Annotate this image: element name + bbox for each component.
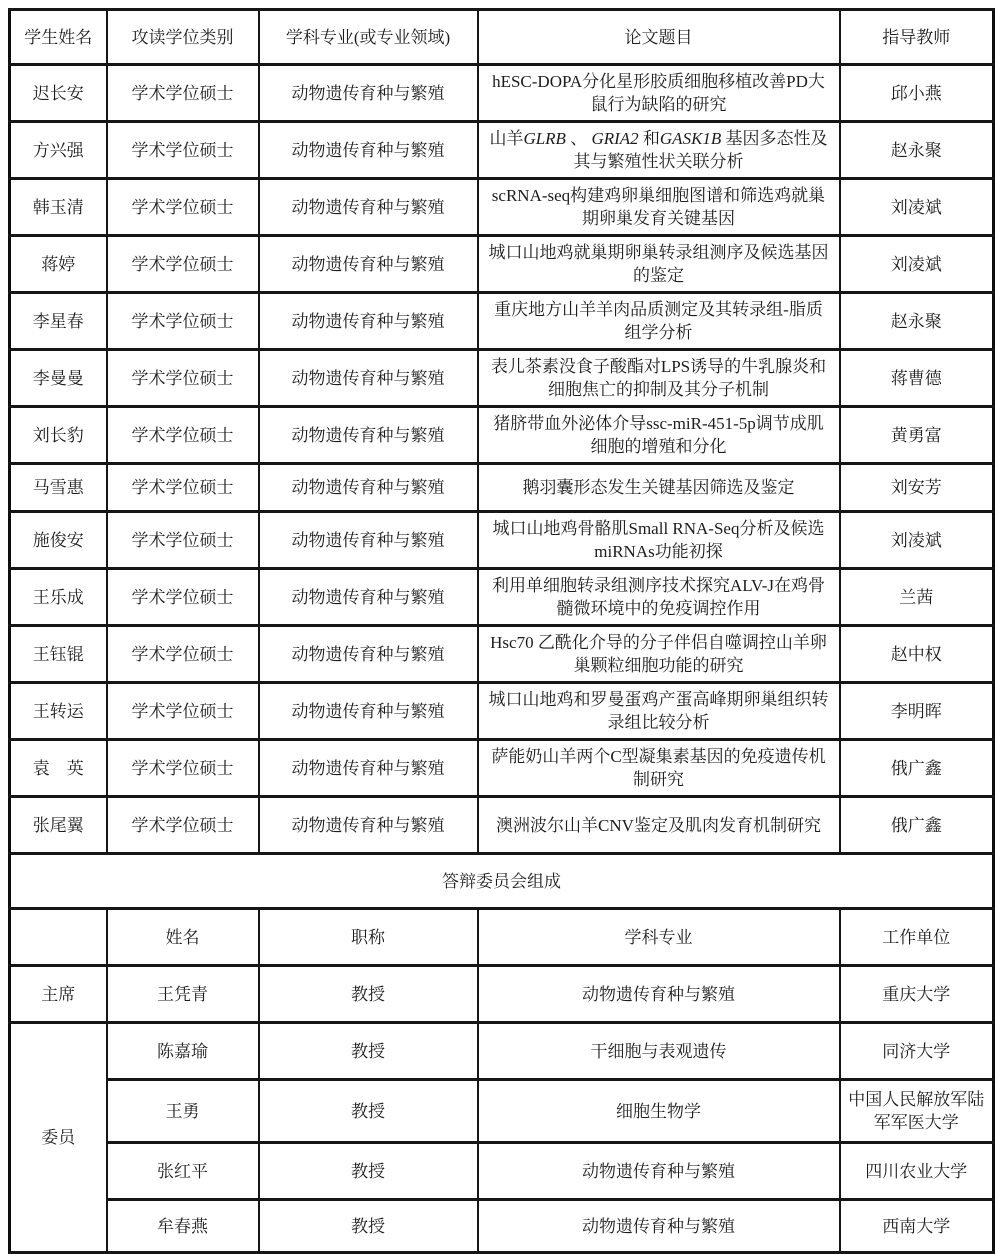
- student-name-cell: 蒋婷: [10, 236, 107, 293]
- major-cell: 动物遗传育种与繁殖: [259, 350, 478, 407]
- advisor-cell: 刘安芳: [840, 464, 994, 512]
- chair-role-cell: 主席: [10, 966, 107, 1023]
- member-org-cell: 同济大学: [840, 1023, 994, 1080]
- degree-cell: 学术学位硕士: [107, 293, 259, 350]
- student-name-cell: 刘长豹: [10, 407, 107, 464]
- member-name-cell: 陈嘉瑜: [107, 1023, 259, 1080]
- advisor-cell: 兰茜: [840, 569, 994, 626]
- major-cell: 动物遗传育种与繁殖: [259, 293, 478, 350]
- advisor-cell: 赵中权: [840, 626, 994, 683]
- col-header-thesis: 论文题目: [478, 10, 840, 65]
- student-name-cell: 李星春: [10, 293, 107, 350]
- degree-cell: 学术学位硕士: [107, 407, 259, 464]
- thesis-title-cell: 澳洲波尔山羊CNV鉴定及肌肉发育机制研究: [478, 797, 840, 854]
- committee-col-header-name: 姓名: [107, 909, 259, 966]
- thesis-title-cell: 利用单细胞转录组测序技术探究ALV-J在鸡骨髓微环境中的免疫调控作用: [478, 569, 840, 626]
- student-name-cell: 王钰锟: [10, 626, 107, 683]
- major-cell: 动物遗传育种与繁殖: [259, 122, 478, 179]
- student-name-cell: 韩玉清: [10, 179, 107, 236]
- committee-member-row: [10, 1200, 994, 1253]
- table-row: [10, 236, 994, 293]
- table-header-row: [10, 10, 994, 65]
- major-cell: 动物遗传育种与繁殖: [259, 797, 478, 854]
- advisor-cell: 黄勇富: [840, 407, 994, 464]
- table-row: [10, 512, 994, 569]
- degree-cell: 学术学位硕士: [107, 236, 259, 293]
- committee-banner-row: [10, 854, 994, 909]
- col-header-student: 学生姓名: [10, 10, 107, 65]
- degree-cell: 学术学位硕士: [107, 569, 259, 626]
- member-name-cell: 牟春燕: [107, 1200, 259, 1253]
- thesis-title-cell: 萨能奶山羊两个C型凝集素基因的免疫遗传机制研究: [478, 740, 840, 797]
- col-header-advisor: 指导教师: [840, 10, 994, 65]
- advisor-cell: 俄广鑫: [840, 797, 994, 854]
- committee-col-header-rank: 职称: [259, 909, 478, 966]
- advisor-cell: 邱小燕: [840, 65, 994, 122]
- member-rank-cell: 教授: [259, 1200, 478, 1253]
- major-cell: 动物遗传育种与繁殖: [259, 65, 478, 122]
- degree-cell: 学术学位硕士: [107, 512, 259, 569]
- major-cell: 动物遗传育种与繁殖: [259, 407, 478, 464]
- degree-cell: 学术学位硕士: [107, 683, 259, 740]
- committee-corner-cell: [10, 909, 107, 966]
- member-rank-cell: 教授: [259, 1023, 478, 1080]
- table-row: [10, 179, 994, 236]
- student-name-cell: 方兴强: [10, 122, 107, 179]
- student-name-cell: 张尾翼: [10, 797, 107, 854]
- col-header-degree: 攻读学位类别: [107, 10, 259, 65]
- committee-header-row: [10, 909, 994, 966]
- advisor-cell: 俄广鑫: [840, 740, 994, 797]
- chair-rank-cell: 教授: [259, 966, 478, 1023]
- student-name-cell: 施俊安: [10, 512, 107, 569]
- table-row: [10, 740, 994, 797]
- committee-col-header-major: 学科专业: [478, 909, 840, 966]
- thesis-title-cell: scRNA-seq构建鸡卵巢细胞图谱和筛选鸡就巢期卵巢发育关键基因: [478, 179, 840, 236]
- student-name-cell: 王乐成: [10, 569, 107, 626]
- thesis-title-cell: 城口山地鸡就巢期卵巢转录组测序及候选基因的鉴定: [478, 236, 840, 293]
- table-row: [10, 407, 994, 464]
- student-name-cell: 袁 英: [10, 740, 107, 797]
- thesis-title-cell: 山羊GLRB 、 GRIA2 和GASK1B 基因多态性及其与繁殖性状关联分析: [478, 122, 840, 179]
- thesis-title-cell: 重庆地方山羊羊肉品质测定及其转录组-脂质组学分析: [478, 293, 840, 350]
- table-row: [10, 626, 994, 683]
- member-org-cell: 四川农业大学: [840, 1143, 994, 1200]
- member-org-cell: 中国人民解放军陆军军医大学: [840, 1080, 994, 1143]
- major-cell: 动物遗传育种与繁殖: [259, 236, 478, 293]
- thesis-title-cell: 表儿茶素没食子酸酯对LPS诱导的牛乳腺炎和细胞焦亡的抑制及其分子机制: [478, 350, 840, 407]
- committee-member-row: [10, 1143, 994, 1200]
- degree-cell: 学术学位硕士: [107, 350, 259, 407]
- student-name-cell: 迟长安: [10, 65, 107, 122]
- major-cell: 动物遗传育种与繁殖: [259, 179, 478, 236]
- advisor-cell: 赵永聚: [840, 122, 994, 179]
- major-cell: 动物遗传育种与繁殖: [259, 626, 478, 683]
- table-row: [10, 350, 994, 407]
- degree-cell: 学术学位硕士: [107, 179, 259, 236]
- table-row: [10, 293, 994, 350]
- member-rank-cell: 教授: [259, 1143, 478, 1200]
- degree-cell: 学术学位硕士: [107, 464, 259, 512]
- advisor-cell: 刘凌斌: [840, 179, 994, 236]
- degree-cell: 学术学位硕士: [107, 797, 259, 854]
- table-row: [10, 797, 994, 854]
- degree-cell: 学术学位硕士: [107, 740, 259, 797]
- thesis-title-cell: 城口山地鸡和罗曼蛋鸡产蛋高峰期卵巢组织转录组比较分析: [478, 683, 840, 740]
- advisor-cell: 刘凌斌: [840, 236, 994, 293]
- table-row: [10, 464, 994, 512]
- major-cell: 动物遗传育种与繁殖: [259, 683, 478, 740]
- table-row: [10, 122, 994, 179]
- table-row: [10, 683, 994, 740]
- major-cell: 动物遗传育种与繁殖: [259, 569, 478, 626]
- member-role-cell: 委员: [10, 1023, 107, 1253]
- thesis-defense-table: [8, 8, 995, 1254]
- member-name-cell: 王勇: [107, 1080, 259, 1143]
- table-row: [10, 65, 994, 122]
- thesis-title-cell: hESC-DOPA分化星形胶质细胞移植改善PD大鼠行为缺陷的研究: [478, 65, 840, 122]
- advisor-cell: 赵永聚: [840, 293, 994, 350]
- member-org-cell: 西南大学: [840, 1200, 994, 1253]
- committee-col-header-org: 工作单位: [840, 909, 994, 966]
- advisor-cell: 蒋曹德: [840, 350, 994, 407]
- major-cell: 动物遗传育种与繁殖: [259, 512, 478, 569]
- committee-section-title: 答辩委员会组成: [10, 854, 994, 909]
- col-header-major: 学科专业(或专业领域): [259, 10, 478, 65]
- advisor-cell: 刘凌斌: [840, 512, 994, 569]
- student-name-cell: 李曼曼: [10, 350, 107, 407]
- chair-org-cell: 重庆大学: [840, 966, 994, 1023]
- chair-major-cell: 动物遗传育种与繁殖: [478, 966, 840, 1023]
- student-name-cell: 马雪惠: [10, 464, 107, 512]
- thesis-title-cell: 城口山地鸡骨骼肌Small RNA-Seq分析及候选miRNAs功能初探: [478, 512, 840, 569]
- major-cell: 动物遗传育种与繁殖: [259, 464, 478, 512]
- member-name-cell: 张红平: [107, 1143, 259, 1200]
- member-rank-cell: 教授: [259, 1080, 478, 1143]
- thesis-title-cell: 猪脐带血外泌体介导ssc-miR-451-5p调节成肌细胞的增殖和分化: [478, 407, 840, 464]
- degree-cell: 学术学位硕士: [107, 122, 259, 179]
- advisor-cell: 李明晖: [840, 683, 994, 740]
- thesis-title-cell: 鹅羽囊形态发生关键基因筛选及鉴定: [478, 464, 840, 512]
- degree-cell: 学术学位硕士: [107, 65, 259, 122]
- committee-chair-row: [10, 966, 994, 1023]
- student-name-cell: 王转运: [10, 683, 107, 740]
- degree-cell: 学术学位硕士: [107, 626, 259, 683]
- member-major-cell: 动物遗传育种与繁殖: [478, 1200, 840, 1253]
- chair-name-cell: 王凭青: [107, 966, 259, 1023]
- member-major-cell: 细胞生物学: [478, 1080, 840, 1143]
- member-major-cell: 干细胞与表观遗传: [478, 1023, 840, 1080]
- table-row: [10, 569, 994, 626]
- committee-member-row: [10, 1023, 994, 1080]
- member-major-cell: 动物遗传育种与繁殖: [478, 1143, 840, 1200]
- committee-member-row: [10, 1080, 994, 1143]
- thesis-title-cell: Hsc70 乙酰化介导的分子伴侣自噬调控山羊卵巢颗粒细胞功能的研究: [478, 626, 840, 683]
- major-cell: 动物遗传育种与繁殖: [259, 740, 478, 797]
